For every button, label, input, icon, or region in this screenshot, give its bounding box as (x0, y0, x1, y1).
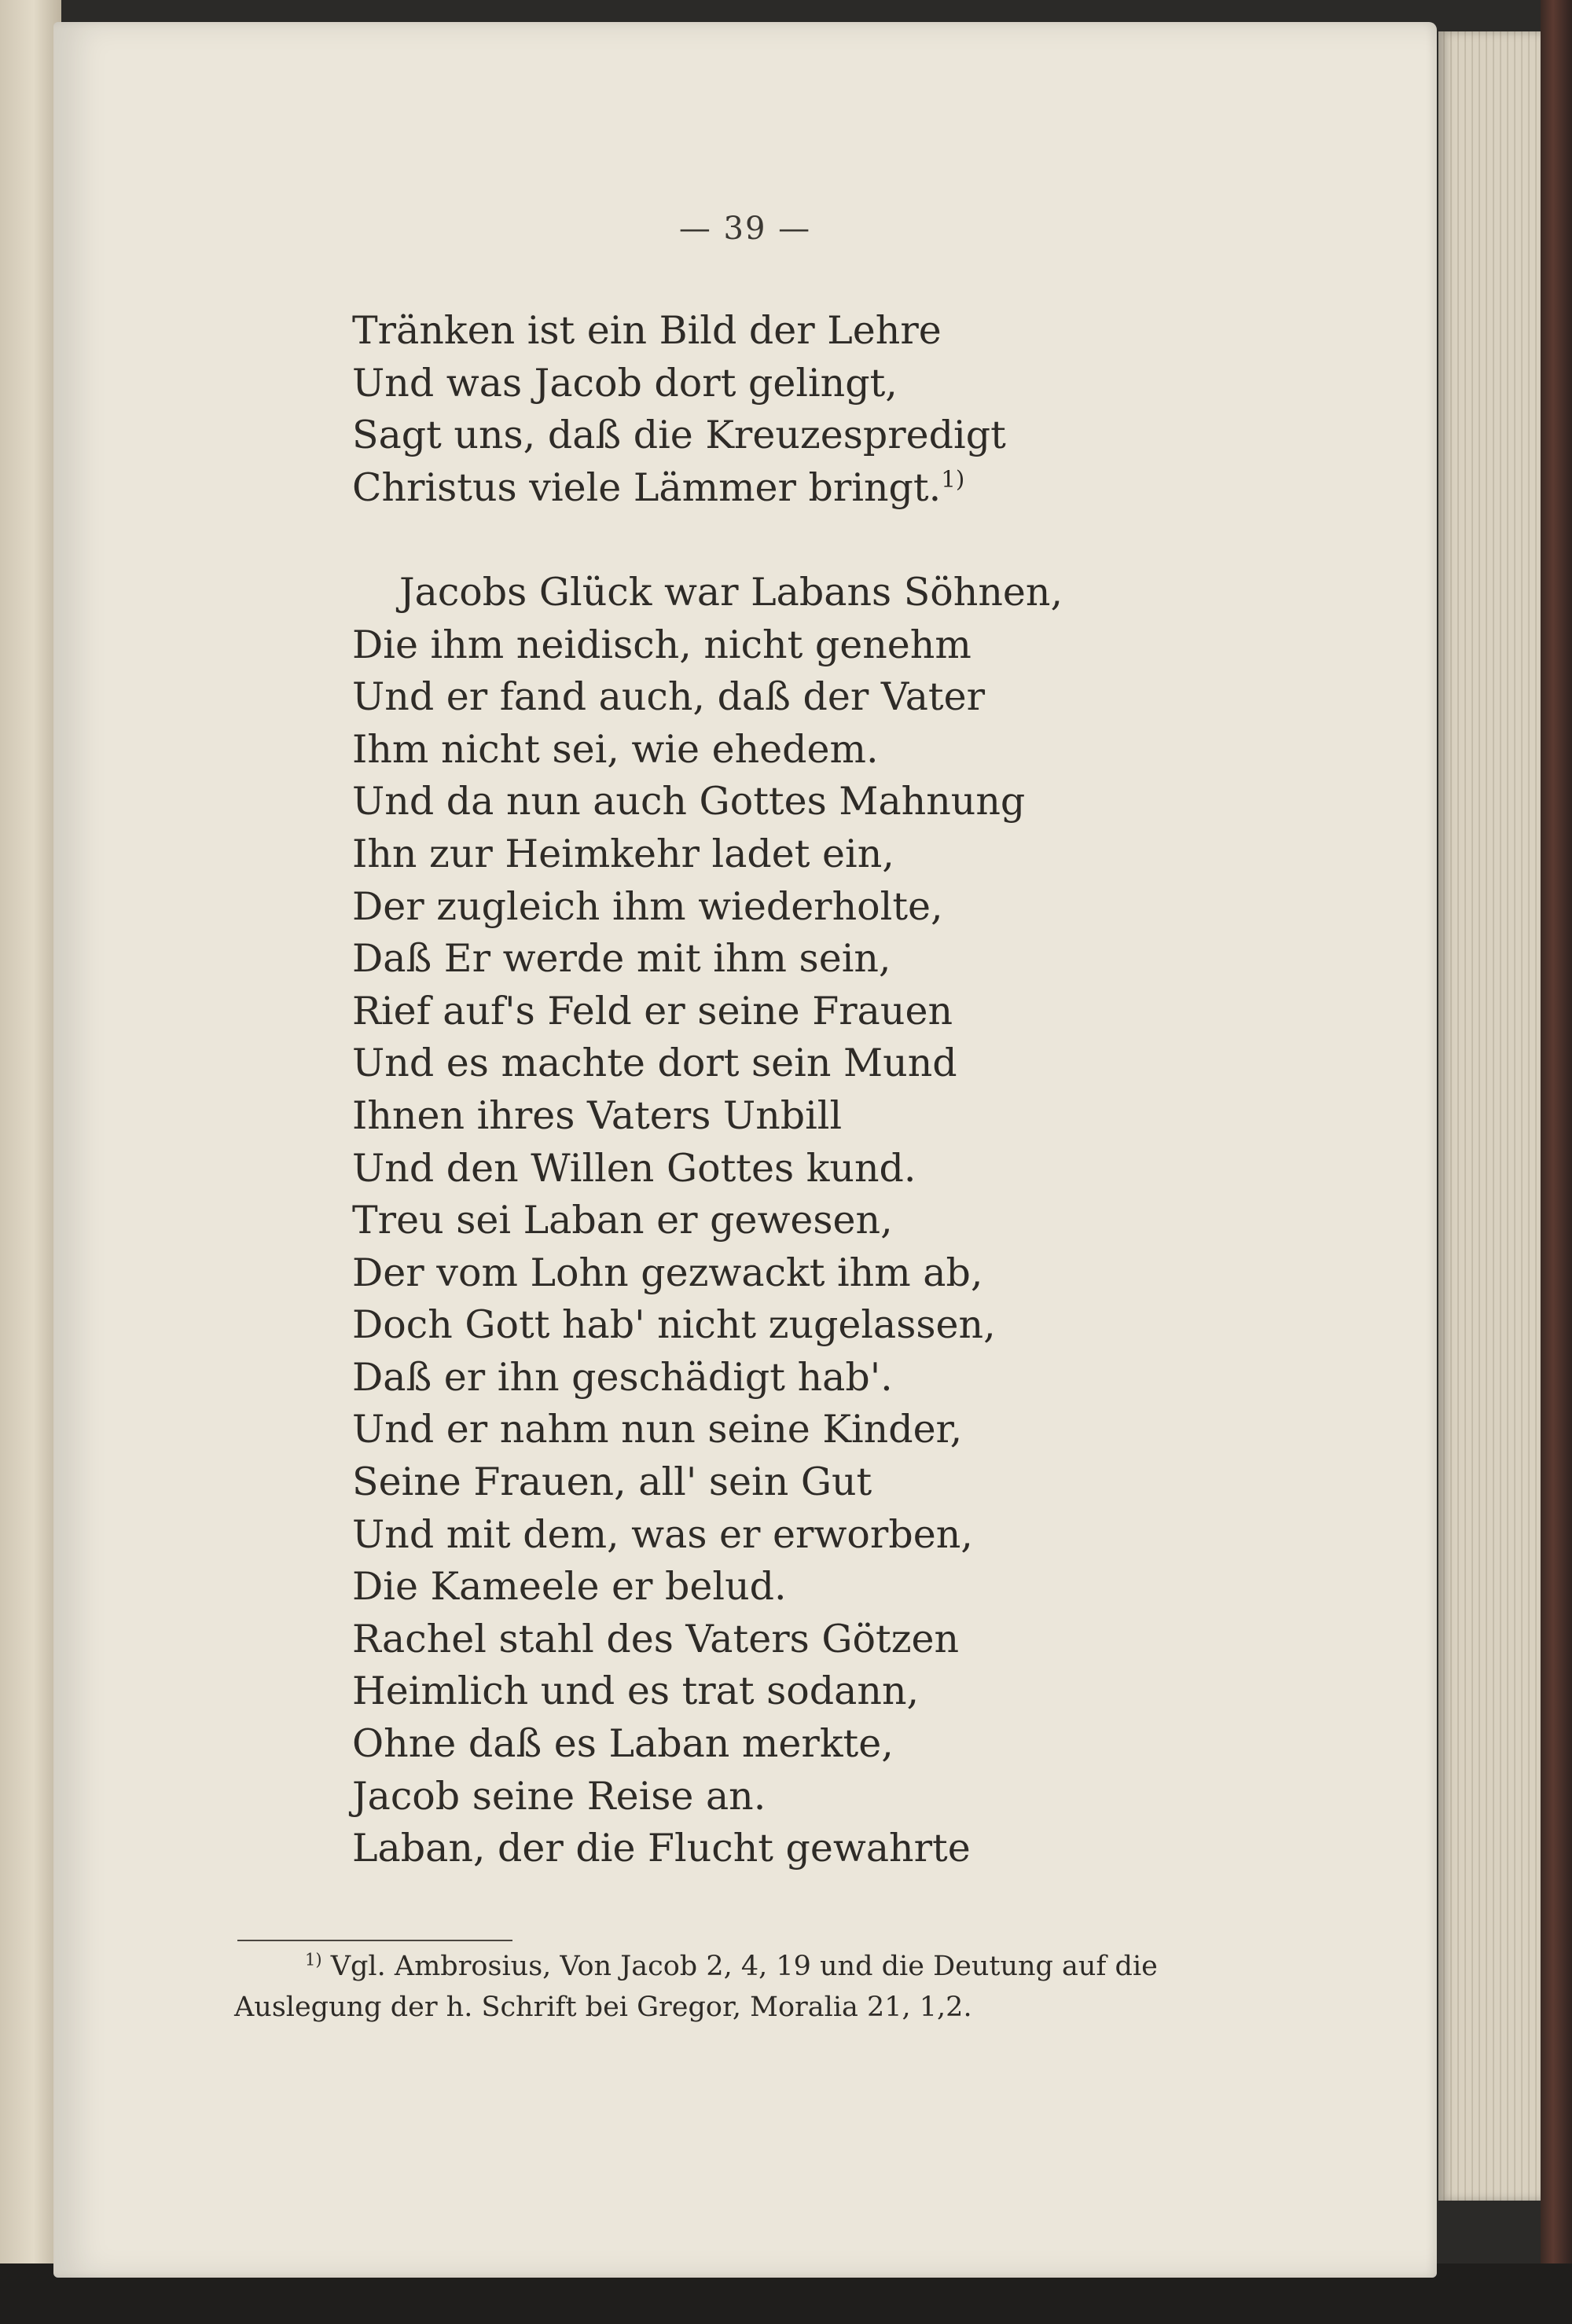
verse-line: Tränken ist ein Bild der Lehre (352, 308, 942, 353)
verse-line: Und da nun auch Gottes Mahnung (352, 779, 1026, 824)
verse-line: Rachel stahl des Vaters Götzen (352, 1616, 960, 1661)
verse-line: Jacob seine Reise an. (352, 1773, 766, 1819)
verse-line: Daß er ihn geschädigt hab'. (352, 1354, 893, 1400)
verse-line: Doch Gott hab' nicht zugelassen, (352, 1302, 996, 1348)
verse-line: Daß Er werde mit ihm sein, (352, 936, 891, 982)
verse-line: Ihm nicht sei, wie ehedem. (352, 726, 879, 772)
verse-line: Ihn zur Heimkehr ladet ein, (352, 831, 894, 876)
footnote-text: Vgl. Ambrosius, Von Jacob 2, 4, 19 und die Deutung auf die Auslegung der h. Schrift bei Gregor, Moralia 21, 1,2. (234, 1951, 1158, 2023)
book-cover-edge (1541, 0, 1572, 2324)
verse-line: Und es machte dort sein Mund (352, 1041, 957, 1086)
verse-line: Jacobs Glück war Labans Söhnen, (399, 569, 1063, 615)
footnote (234, 1946, 1272, 2028)
poem-text (352, 305, 1374, 1875)
footnote-reference: 1) (941, 465, 965, 493)
verse-line: Und was Jacob dort gelingt, (352, 360, 898, 406)
verse-line: Und er fand auch, daß der Vater (352, 674, 986, 720)
verse-line: Der zugleich ihm wiederholte, (352, 883, 943, 929)
verse-line: Treu sei Laban er gewesen, (352, 1198, 893, 1243)
verse-line: Der vom Lohn gezwackt ihm ab, (352, 1250, 983, 1295)
footnote-divider (237, 1940, 512, 1941)
verse-line: Die Kameele er belud. (352, 1564, 787, 1610)
page-number: — 39 — (678, 211, 812, 247)
verse-line: Sagt uns, daß die Kreuzespredigt (352, 413, 1006, 458)
verse-line: Und er nahm nun seine Kinder, (352, 1407, 963, 1452)
verse-line: Ohne daß es Laban merkte, (352, 1721, 894, 1767)
verse-line: Seine Frauen, all' sein Gut (352, 1459, 872, 1505)
stanza-gap (352, 514, 1374, 567)
verse-line: Christus viele Lämmer bringt.$^{1)}$ (352, 464, 965, 510)
page-stack-edges (1438, 31, 1541, 2201)
verse-line: Laban, der die Flucht gewahrte (352, 1826, 971, 1871)
verse-line: Ihnen ihres Vaters Unbill (352, 1092, 843, 1138)
verse-line: Die ihm neidisch, nicht genehm (352, 622, 971, 667)
verse-line: Rief auf's Feld er seine Frauen (352, 988, 953, 1034)
verse-line: Heimlich und es trat sodann, (352, 1669, 920, 1714)
facing-page-edge (0, 0, 61, 2324)
verse-line: Und den Willen Gottes kund. (352, 1145, 916, 1191)
footnote-marker: 1) (305, 1950, 322, 1970)
book-page (53, 22, 1437, 2278)
verse-line: Und mit dem, was er erworben, (352, 1511, 973, 1557)
